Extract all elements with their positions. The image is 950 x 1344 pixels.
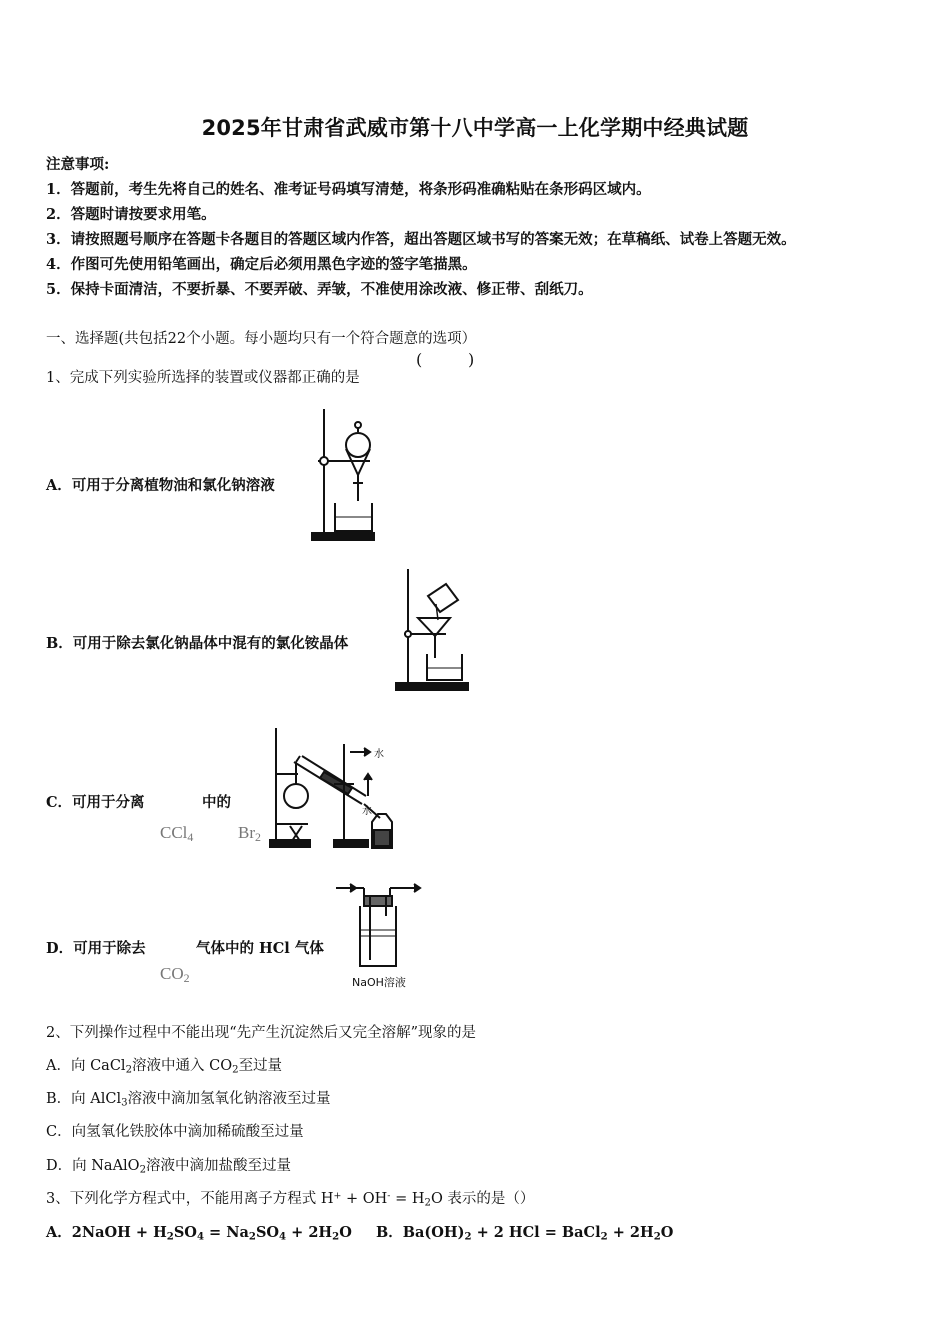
q3-stem: 3、下列化学方程式中，不能用离子方程式 $H^+ + OH^- = H_2O$ 表示的是（）	[46, 1190, 535, 1209]
q2-option-c: C．向氢氧化铁胶体中滴加稀硫酸至过量	[46, 1124, 304, 1140]
q1-blank-right: )	[468, 350, 475, 369]
q1-option-a: A．可用于分离植物油和氯化钠溶液	[46, 477, 275, 494]
page-title: 2025年甘肃省武威市第十八中学高一上化学期中经典试题	[201, 116, 749, 140]
q1-option-d-mid: 气体中的 HCl 气体	[196, 940, 324, 957]
q1-blank-left: (	[416, 350, 423, 369]
q1-option-c-prefix: C．可用于分离	[46, 794, 145, 811]
formula-co2: $CO_2$	[160, 964, 190, 985]
notice-item: 5．保持卡面清洁，不要折暴、不要弄破、弄皱，不准使用涂改液、修正带、刮纸刀。	[46, 281, 593, 298]
naoh-solution-label: NaOH溶液	[352, 976, 406, 989]
section-heading: 一、选择题(共包括22个小题。每小题均只有一个符合题意的选项）	[46, 331, 477, 347]
q1-option-d-prefix: D．可用于除去	[46, 940, 146, 957]
separatory-funnel-figure	[300, 405, 390, 545]
water-out-label: 水	[374, 749, 384, 760]
water-in-label: 水	[362, 806, 372, 817]
distillation-figure	[268, 726, 408, 854]
q3-option-b: B．$Ba(OH)_2 + 2$ HCl = BaCl$_2$ + $2H_2O$	[376, 1224, 674, 1243]
notice-heading: 注意事项:	[46, 156, 110, 173]
formula-ccl4: CCl$_4$	[160, 823, 194, 844]
q1-option-c-mid: 中的	[202, 794, 231, 811]
q1-stem: 1、完成下列实验所选择的装置或仪器都正确的是	[46, 370, 360, 386]
q3-option-a: A．2NaOH + $H_2SO_4 = Na_2SO_4 + 2H_2O$	[46, 1224, 352, 1243]
notice-item: 3．请按照题号顺序在答题卡各题目的答题区域内作答，超出答题区域书写的答案无效；在草稿纸、试卷上答题无效。	[46, 231, 796, 248]
q2-option-a: A．向 CaCl$_2$溶液中通入 $CO_2$至过量	[46, 1058, 283, 1076]
q2-option-b: B．向 AlCl$_3$溶液中滴加氢氧化钠溶液至过量	[46, 1091, 331, 1109]
gas-wash-bottle-figure	[334, 880, 424, 992]
notice-item: 1．答题前，考生先将自己的姓名、准考证号码填写清楚，将条形码准确粘贴在条形码区域内。	[46, 181, 651, 198]
q2-option-d: D．向 NaAlO$_2$溶液中滴加盐酸至过量	[46, 1158, 292, 1176]
notice-item: 4．作图可先使用铅笔画出，确定后必须用黑色字迹的签字笔描黑。	[46, 256, 477, 273]
q2-stem: 2、下列操作过程中不能出现“先产生沉淀然后又完全溶解”现象的是	[46, 1025, 477, 1041]
formula-br2: $Br_2$	[238, 823, 261, 844]
notice-item: 2．答题时请按要求用笔。	[46, 206, 216, 223]
filtration-figure	[394, 566, 474, 692]
q1-option-b: B．可用于除去氯化钠晶体中混有的氯化铵晶体	[46, 635, 349, 652]
